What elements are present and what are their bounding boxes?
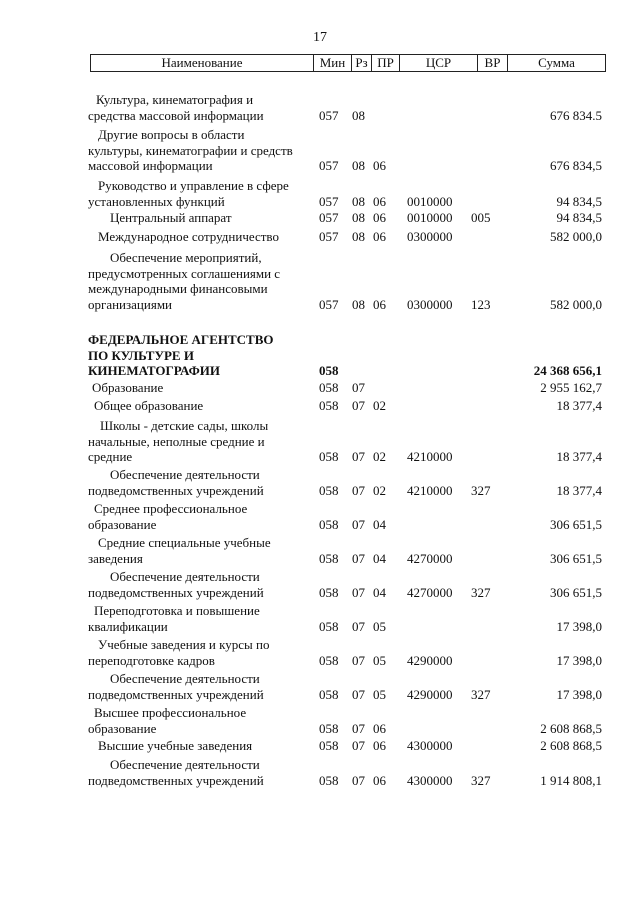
- row-csr: 4210000: [407, 449, 453, 464]
- row-pr: 06: [373, 720, 386, 736]
- row-name-line: КИНЕМАТОГРАФИИ: [88, 363, 220, 378]
- header-min: Мин: [313, 55, 351, 71]
- row-rz: 07: [352, 686, 365, 702]
- row-name: [88, 127, 310, 174]
- row-rz: 08: [352, 296, 365, 312]
- row-vr: 327: [471, 482, 491, 498]
- table-row: [0, 637, 640, 668]
- row-name-line: Обеспечение деятельности: [110, 671, 260, 686]
- row-name-line: Культура, кинематография и: [96, 92, 254, 107]
- row-name: [88, 738, 310, 754]
- row-min: 057: [319, 229, 339, 244]
- row-rz: 07: [352, 772, 365, 788]
- row-csr: 4270000: [407, 550, 453, 566]
- row-name-line: Среднее профессиональное: [94, 501, 248, 516]
- row-rz: 08: [352, 107, 365, 123]
- row-name-line: Общее образование: [94, 398, 204, 413]
- row-pr: 04: [373, 516, 386, 532]
- row-min: 058: [319, 720, 339, 736]
- row-csr: 0010000: [407, 193, 453, 209]
- row-name: [88, 671, 310, 702]
- row-rz: 07: [352, 618, 365, 634]
- row-name-line: средние: [88, 449, 133, 464]
- row-rz: 07: [352, 398, 365, 413]
- row-name-line: Обеспечение деятельности: [110, 467, 260, 482]
- row-csr: 4210000: [407, 482, 453, 498]
- row-pr: 05: [373, 652, 386, 668]
- row-pr: 06: [373, 158, 386, 173]
- row-min: 057: [319, 107, 339, 123]
- row-rz: 07: [352, 516, 365, 532]
- row-sum: 676 834,5: [550, 158, 602, 173]
- row-sum: 306 651,5: [550, 550, 602, 566]
- row-min: 058: [319, 482, 339, 498]
- row-rz: 07: [352, 380, 365, 395]
- row-sum: 18 377,4: [556, 398, 602, 413]
- row-name-line: подведомственных учреждений: [88, 686, 264, 702]
- row-sum: 24 368 656,1: [533, 363, 602, 378]
- row-sum: 676 834.5: [550, 107, 602, 123]
- row-sum: 2 608 868,5: [540, 720, 602, 736]
- row-name-line: переподготовке кадров: [88, 652, 215, 668]
- row-name: [88, 92, 310, 123]
- row-sum: 94 834,5: [556, 193, 602, 209]
- row-pr: 06: [373, 772, 386, 788]
- table-row: [0, 671, 640, 702]
- row-name-line: массовой информации: [88, 158, 213, 173]
- row-rz: 07: [352, 738, 365, 753]
- row-name-line: международными финансовыми: [88, 281, 268, 296]
- row-min: 058: [319, 516, 339, 532]
- row-rz: 07: [352, 482, 365, 498]
- row-pr: 06: [373, 193, 386, 209]
- row-name: [88, 250, 310, 312]
- row-sum: 582 000,0: [550, 296, 602, 312]
- header-name: Наименование: [161, 55, 243, 70]
- row-name-line: ФЕДЕРАЛЬНОЕ АГЕНТСТВО: [88, 332, 274, 347]
- row-pr: 06: [373, 210, 386, 225]
- table-row: [0, 535, 640, 566]
- table-row: [0, 705, 640, 736]
- table-row: [0, 92, 640, 123]
- row-name: [88, 418, 310, 465]
- row-sum: 18 377,4: [556, 482, 602, 498]
- row-name-line: подведомственных учреждений: [88, 482, 264, 498]
- row-name-line: Высшее профессиональное: [94, 705, 247, 720]
- row-vr: 123: [471, 296, 491, 312]
- row-sum: 306 651,5: [550, 584, 602, 600]
- row-name: [88, 178, 310, 209]
- row-pr: 06: [373, 296, 386, 312]
- table-row: [0, 738, 640, 754]
- row-rz: 07: [352, 720, 365, 736]
- row-vr: 005: [471, 210, 491, 225]
- row-pr: 05: [373, 686, 386, 702]
- header-sum: Сумма: [507, 55, 605, 71]
- row-name: [88, 229, 310, 245]
- row-sum: 17 398,0: [556, 686, 602, 702]
- row-pr: 02: [373, 482, 386, 498]
- row-name-line: Центральный аппарат: [110, 210, 232, 225]
- row-name-line: Средние специальные учебные: [98, 535, 271, 550]
- row-min: 058: [319, 652, 339, 668]
- row-name-line: предусмотренных соглашениями с: [88, 265, 281, 281]
- row-sum: 94 834,5: [556, 210, 602, 225]
- table-row: [0, 569, 640, 600]
- row-sum: 17 398,0: [556, 652, 602, 668]
- row-min: 058: [319, 686, 339, 702]
- row-name-line: Обеспечение деятельности: [110, 569, 260, 584]
- row-min: 057: [319, 158, 339, 173]
- row-name-line: Обеспечение деятельности: [110, 757, 260, 772]
- row-min: 058: [319, 584, 339, 600]
- row-name: [88, 398, 310, 414]
- row-min: 058: [319, 449, 339, 464]
- row-min: 058: [319, 772, 339, 788]
- table-row: [0, 418, 640, 465]
- row-pr: 02: [373, 398, 386, 413]
- row-vr: 327: [471, 772, 491, 788]
- row-sum: 2 608 868,5: [540, 738, 602, 753]
- row-name-line: средства массовой информации: [88, 107, 264, 123]
- table-row: [0, 398, 640, 414]
- row-name: [88, 501, 310, 532]
- row-name: [88, 757, 310, 788]
- row-sum: 306 651,5: [550, 516, 602, 532]
- row-pr: 04: [373, 550, 386, 566]
- table-row: [0, 250, 640, 312]
- header-rz: Рз: [351, 55, 371, 71]
- row-name-line: образование: [88, 720, 157, 736]
- row-name: [88, 535, 310, 566]
- row-name-line: начальные, неполные средние и: [88, 433, 265, 449]
- header-csr: ЦСР: [399, 55, 477, 71]
- table-row: [0, 603, 640, 634]
- row-vr: 327: [471, 686, 491, 702]
- row-csr: 4290000: [407, 652, 453, 668]
- row-name-line: Образование: [92, 380, 164, 395]
- row-csr: 4300000: [407, 738, 453, 753]
- row-vr: 327: [471, 584, 491, 600]
- row-name: [88, 637, 310, 668]
- row-sum: 582 000,0: [550, 229, 602, 244]
- row-rz: 08: [352, 193, 365, 209]
- row-name-line: Международное сотрудничество: [98, 229, 279, 244]
- row-name-line: Переподготовка и повышение: [94, 603, 260, 618]
- table-row: [0, 210, 640, 226]
- row-pr: 05: [373, 618, 386, 634]
- row-min: 058: [319, 738, 339, 753]
- row-name: [88, 569, 310, 600]
- page-number: 17: [313, 30, 327, 45]
- row-name-line: заведения: [88, 550, 143, 566]
- row-name-line: организациями: [88, 296, 172, 312]
- row-csr: 4290000: [407, 686, 453, 702]
- row-name-line: Школы - детские сады, школы: [100, 418, 269, 433]
- row-name-line: Другие вопросы в области: [98, 127, 245, 142]
- row-min: 058: [319, 363, 339, 378]
- row-csr: 0300000: [407, 296, 453, 312]
- row-name-line: Обеспечение мероприятий,: [110, 250, 262, 265]
- row-name-line: образование: [88, 516, 157, 532]
- table-row: [0, 127, 640, 174]
- row-name: [88, 380, 310, 396]
- row-pr: 06: [373, 229, 386, 244]
- table-row: [0, 229, 640, 245]
- row-csr: 0010000: [407, 210, 453, 225]
- row-rz: 08: [352, 158, 365, 173]
- table-row: [0, 380, 640, 396]
- row-name-line: Руководство и управление в сфере: [98, 178, 289, 193]
- row-rz: 08: [352, 210, 365, 225]
- table-row: [0, 332, 640, 379]
- table-row: [0, 757, 640, 788]
- row-sum: 1 914 808,1: [540, 772, 602, 788]
- row-pr: 06: [373, 738, 386, 753]
- row-sum: 17 398,0: [556, 618, 602, 634]
- row-min: 058: [319, 380, 339, 395]
- row-name: [88, 210, 310, 226]
- row-name-line: Высшие учебные заведения: [98, 738, 253, 753]
- row-name: [88, 705, 310, 736]
- row-csr: 4270000: [407, 584, 453, 600]
- header-pr: ПР: [371, 55, 399, 71]
- table-row: [0, 501, 640, 532]
- row-name-line: ПО КУЛЬТУРЕ И: [88, 347, 194, 363]
- row-csr: 0300000: [407, 229, 453, 244]
- row-name-line: культуры, кинематографии и средств: [88, 142, 293, 158]
- row-rz: 07: [352, 652, 365, 668]
- row-min: 057: [319, 193, 339, 209]
- row-name-line: установленных функций: [88, 193, 225, 209]
- row-name-line: подведомственных учреждений: [88, 772, 264, 788]
- row-rz: 07: [352, 550, 365, 566]
- row-min: 057: [319, 210, 339, 225]
- row-name: [88, 467, 310, 498]
- row-name: [88, 603, 310, 634]
- row-min: 058: [319, 398, 339, 413]
- row-sum: 2 955 162,7: [540, 380, 602, 395]
- row-pr: 04: [373, 584, 386, 600]
- row-rz: 07: [352, 449, 365, 464]
- row-name-line: подведомственных учреждений: [88, 584, 264, 600]
- row-csr: 4300000: [407, 772, 453, 788]
- row-rz: 08: [352, 229, 365, 244]
- row-name-line: Учебные заведения и курсы по: [98, 637, 270, 652]
- row-sum: 18 377,4: [556, 449, 602, 464]
- table-row: [0, 178, 640, 209]
- row-min: 058: [319, 618, 339, 634]
- table-row: [0, 467, 640, 498]
- row-pr: 02: [373, 449, 386, 464]
- row-name: [88, 332, 310, 379]
- row-name-line: квалификации: [88, 618, 168, 634]
- row-min: 057: [319, 296, 339, 312]
- row-min: 058: [319, 550, 339, 566]
- header-vr: ВР: [477, 55, 507, 71]
- row-rz: 07: [352, 584, 365, 600]
